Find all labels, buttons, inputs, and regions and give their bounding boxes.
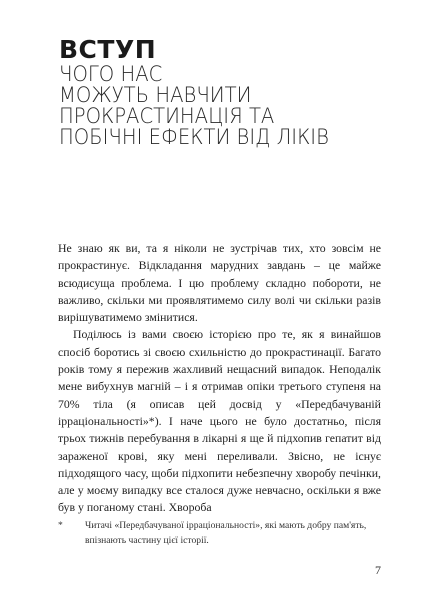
body-paragraph: Поділюсь із вами своєю історією про те, як я винайшов спосіб боротись зі своєю схильністю до прокрастинації. Багато років тому я пережив жахливий нещасний випадок. Неподалік мене вибухнув магній – і я отримав опіки третього ступеня на 70% тіла (я описав цей досвід у «Передбачуваній ірраціональності»*). І наче цього не було достатньо, після трьох тижнів перебування в лікарні я ще й підхопив гепатит від зараженої крові, яку мені переливали. Звісно, не існує підходящого часу, щоби підхопити небезпечну хворобу печінки, але у моєму випадку все сталося дуже невчасно, оскільки я вже був у поганому стані. Хвороба <box>58 327 381 515</box>
page-number: 7 <box>375 563 381 577</box>
footnote-mark: * <box>58 520 63 531</box>
chapter-subtitle <box>59 64 399 148</box>
chapter-title: ВСТУП <box>59 35 157 64</box>
subtitle-line: МОЖУТЬ НАВЧИТИ <box>59 83 252 108</box>
subtitle-line: ПРОКРАСТИНАЦІЯ ТА <box>59 104 275 129</box>
chapter-heading <box>59 37 399 148</box>
body-paragraph: Не знаю як ви, та я ніколи не зустрічав тих, хто зовсім не прокрастинує. Відкладання марудних завдань – це майже всюдисуща проблема. І цю проблему складно побороти, не важливо, скільки ми проявлятимемо силу волі чи скільки разів вирішуватимемо змінитися. <box>58 241 381 325</box>
footnote-text: Читачі «Передбачуваної ірраціональності», які мають добру пам'ять, впізнають частину цієї історії. <box>85 520 367 546</box>
body-text <box>58 240 381 517</box>
footnote <box>58 519 381 548</box>
subtitle-line: ПОБІЧНІ ЕФЕКТИ ВІД ЛІКІВ <box>59 125 329 150</box>
subtitle-line: ЧОГО НАС <box>59 62 163 87</box>
